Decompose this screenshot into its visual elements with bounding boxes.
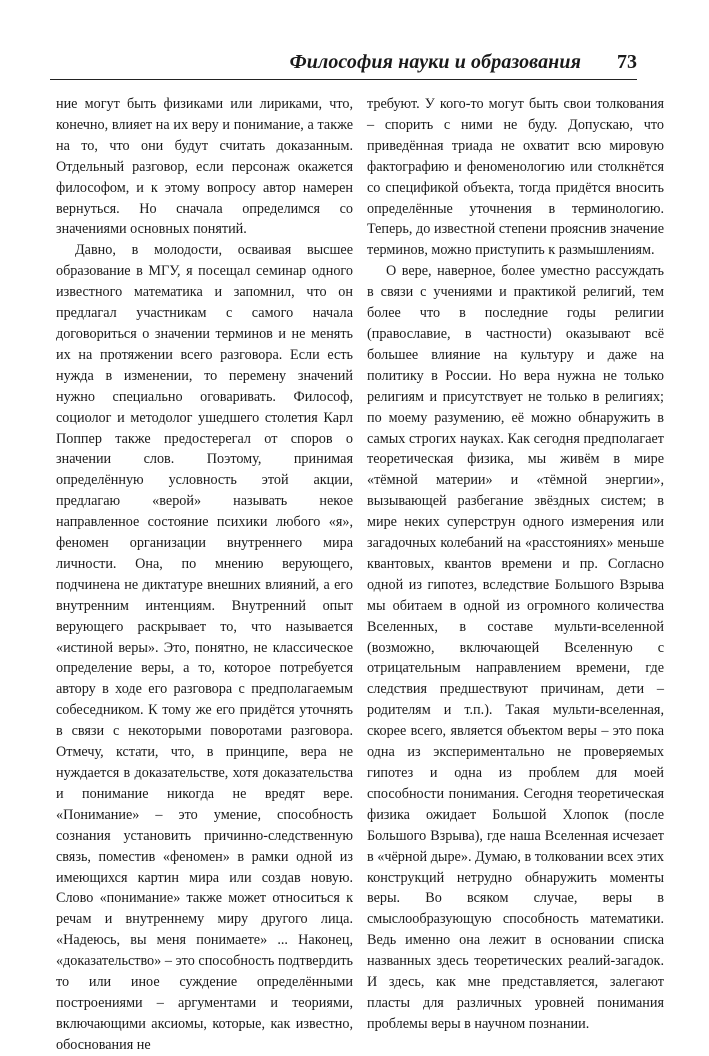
- paragraph: требуют. У кого-то могут быть свои толкования – спорить с ними не буду. Допускаю, что приведённая триада не охватит всю мировую фактографию и феноменологию или столкнётся со спецификой объекта, тогда придётся вносить определённые уточнения в терминологию. Теперь, до известной степени прояснив значение терминов, можно приступить к размышлениям.: [367, 96, 664, 259]
- page-number: 73: [617, 51, 637, 73]
- paragraph: О вере, наверное, более уместно рассуждать в связи с учениями и практикой религий, тем более что в последние годы религии (православие, в частности) оказывают всё большее влияние на культуру и даже на политику в России. Но вера нужна не только религиям и присутствует не только в религиях; по моему разумению, её можно обнаружить в самых строгих науках. Как сегодня предполагает теоретическая физика, мы живём в мире «тёмной материи» и «тёмной энергии», вызывающей разбегание звёздных систем; в мире неких суперструн одного измерения или загадочных колебаний на «расстояниях» меньше квантовых, квантов времени и пр. Согласно одной из гипотез, вследствие Большого Взрыва мы обитаем в одной из огромного количества Вселенных, в составе мульти-вселенной (возможно, включающей Вселенную с отрицательным направлением времени, где следствия предшествуют причинам, дети – родителям и т.п.). Такая мульти-вселенная, скорее всего, является объектом веры – это пока одна из экспериментально не проверяемых гипотез и одна из проблем для моей способности понимания. Сегодня теоретическая физика ожидает Большой Хлопок (после Большого Взрыва), где наша Вселенная исчезает в «чёрной дыре». Думаю, в толковании всех этих конструкций нетрудно обнаружить моменты веры. Во всяком случае, веры в смыслообразующую способность математики. Ведь именно она лежит в основании списка названных здесь теоретических реалий-загадок. И здесь, как мне представляется, залегают пласты для различных уровней понимания проблемы веры в научном познании.: [367, 263, 664, 1032]
- paragraph: ние могут быть физиками или лириками, что, конечно, влияет на их веру и понимание, а также на то, что они будут считать доказанным. Отдельный разговор, если персонаж окажется философом, и к этому вопросу автор намерен вернуться. Но сначала определимся со значениями основных понятий.: [56, 96, 353, 238]
- paragraph: Давно, в молодости, осваивая высшее образование в МГУ, я посещал семинар одного известного математика и запомнил, что он предлагал участникам с самого начала договориться о значении терминов и не менять их на протяжении всего разговора. Если есть нужда в изменении, то перемену значений нужно специально оговаривать. Философ, социолог и методолог ушедшего столетия Карл Поппер также предостерегал от споров о значении слов. Поэтому, принимая определённую условность этой акции, предлагаю «верой» называть некое направленное состояние психики любого «я», феномен организации внутреннего мира личности. Она, по мнению верующего, подчинена не диктатуре внешних влияний, а его внутренним интенциям. Внутренний опыт верующего раскрывает то, что называется «истиной веры». Это, понятно, не классическое определение веры, а то, которое потребуется автору в ходе его разговора с предполагаемым собеседником. К тому же его придётся уточнять в связи с некоторыми поворотами разговора. Отмечу, кстати, что, в принципе, вера не нуждается в доказательстве, хотя доказательства и понимание никогда не вредят вере. «Понимание» – это умение, способность сознания установить причинно-следственную связь, поместив «феномен» в рамки одной из имеющихся картин мира или создав новую. Слово «понимание» также может относиться к речам и внутреннему миру другого лица. «Надеюсь, вы меня понимаете» ... Наконец, «доказательство» – это способность подтвердить то или иное суждение определёнными построениями – аргументами и теориями, включающими аксиомы, которые, как известно, обоснования не: [56, 242, 353, 1053]
- right-column: [367, 94, 664, 1035]
- running-header: [50, 45, 637, 80]
- running-title: Философия науки и образования: [289, 51, 581, 73]
- left-column: [56, 94, 353, 1056]
